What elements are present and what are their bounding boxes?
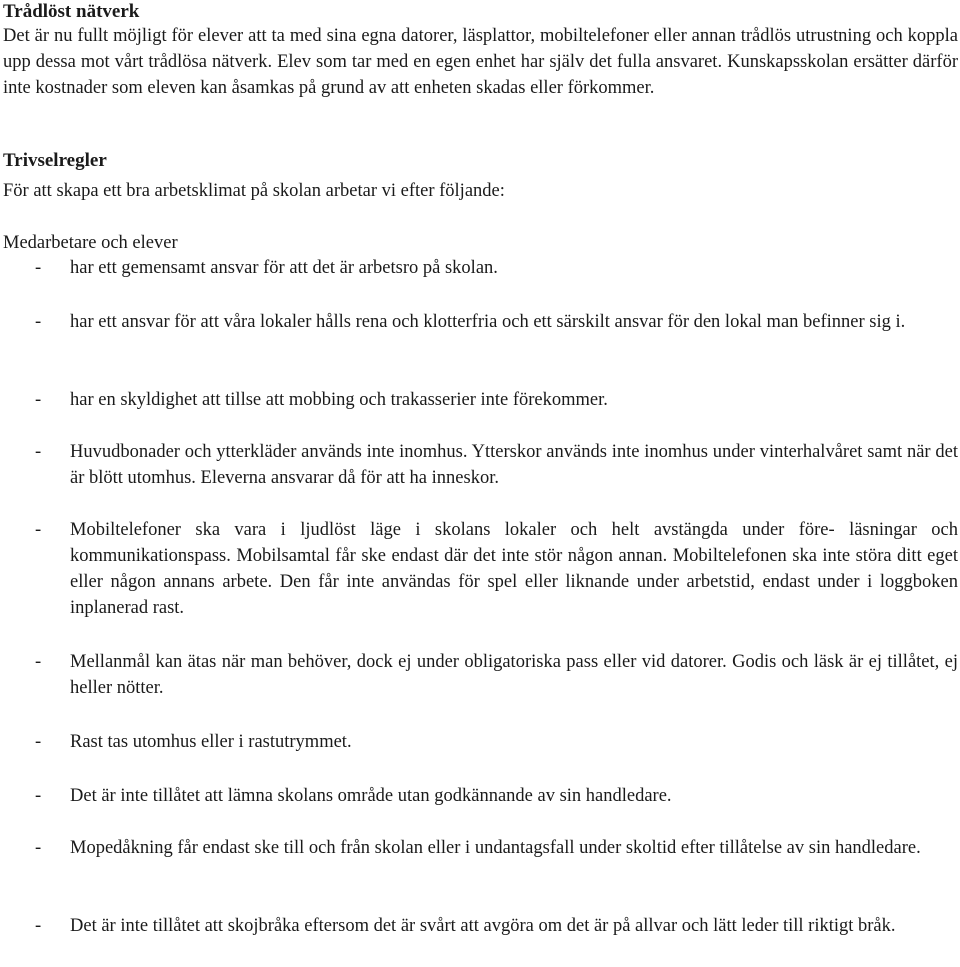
bullet-marker: - <box>35 786 42 806</box>
rules-intro: För att skapa ett bra arbetsklimat på skolan arbetar vi efter följande: <box>3 181 505 201</box>
rule-text: har ett gemensamt ansvar för att det är arbetsro på skolan. <box>70 258 498 278</box>
rule-text: Mellanmål kan ätas när man behöver, dock ej under obligatoriska pass eller vid datorer. Godis och läsk är ej tillåtet, ej heller nötter. <box>70 652 958 698</box>
bullet-marker: - <box>35 916 42 936</box>
bullet-marker: - <box>35 838 42 858</box>
bullet-marker: - <box>35 732 42 752</box>
rule-text: Mopedåkning får endast ske till och från skolan eller i undantagsfall under skoltid efter tillåtelse av sin handledare. <box>70 838 921 858</box>
bullet-marker: - <box>35 390 42 410</box>
rules-group-label: Medarbetare och elever <box>3 233 178 253</box>
bullet-marker: - <box>35 312 42 332</box>
rule-text: Mobiltelefoner ska vara i ljudlöst läge i skolans lokaler och helt avstängda under före- läsningar och kommunikationspass. Mobilsamtal får ske endast där det inte stör någon annan. Mobiltelefonen ska inte störa ditt eget eller någon annans arbete. Den får inte användas för spel eller liknande under arbetstid, endast under i loggboken inplanerad rast. <box>70 520 958 618</box>
wireless-heading: Trådlöst nätverk <box>3 1 140 22</box>
bullet-marker: - <box>35 520 42 540</box>
rule-text: har en skyldighet att tillse att mobbing och trakasserier inte förekommer. <box>70 390 608 410</box>
rule-text: Rast tas utomhus eller i rastutrymmet. <box>70 732 352 752</box>
bullet-marker: - <box>35 258 42 278</box>
rule-text: Huvudbonader och ytterkläder används inte inomhus. Ytterskor används inte inomhus under vinterhalvåret samt när det är blött utomhus. Eleverna ansvarar då för att ha inneskor. <box>70 442 958 488</box>
rule-text: Det är inte tillåtet att skojbråka eftersom det är svårt att avgöra om det är på allvar och lätt leder till riktigt bråk. <box>70 916 896 936</box>
wireless-paragraph: Det är nu fullt möjligt för elever att ta med sina egna datorer, läsplattor, mobiltelefoner eller annan trådlös utrustning och koppla upp dessa mot vårt trådlösa nätverk. Elev som tar med en egen enhet har själv det fulla ansvaret. Kunskapsskolan ersätter därför inte kostnader som eleven kan åsamkas på grund av att enheten skadas eller förkommer. <box>3 26 958 98</box>
bullet-marker: - <box>35 652 42 672</box>
rules-heading: Trivselregler <box>3 150 107 171</box>
rule-text: Det är inte tillåtet att lämna skolans område utan godkännande av sin handledare. <box>70 786 672 806</box>
rule-text: har ett ansvar för att våra lokaler hålls rena och klotterfria och ett särskilt ansvar för den lokal man befinner sig i. <box>70 312 906 332</box>
bullet-marker: - <box>35 442 42 462</box>
